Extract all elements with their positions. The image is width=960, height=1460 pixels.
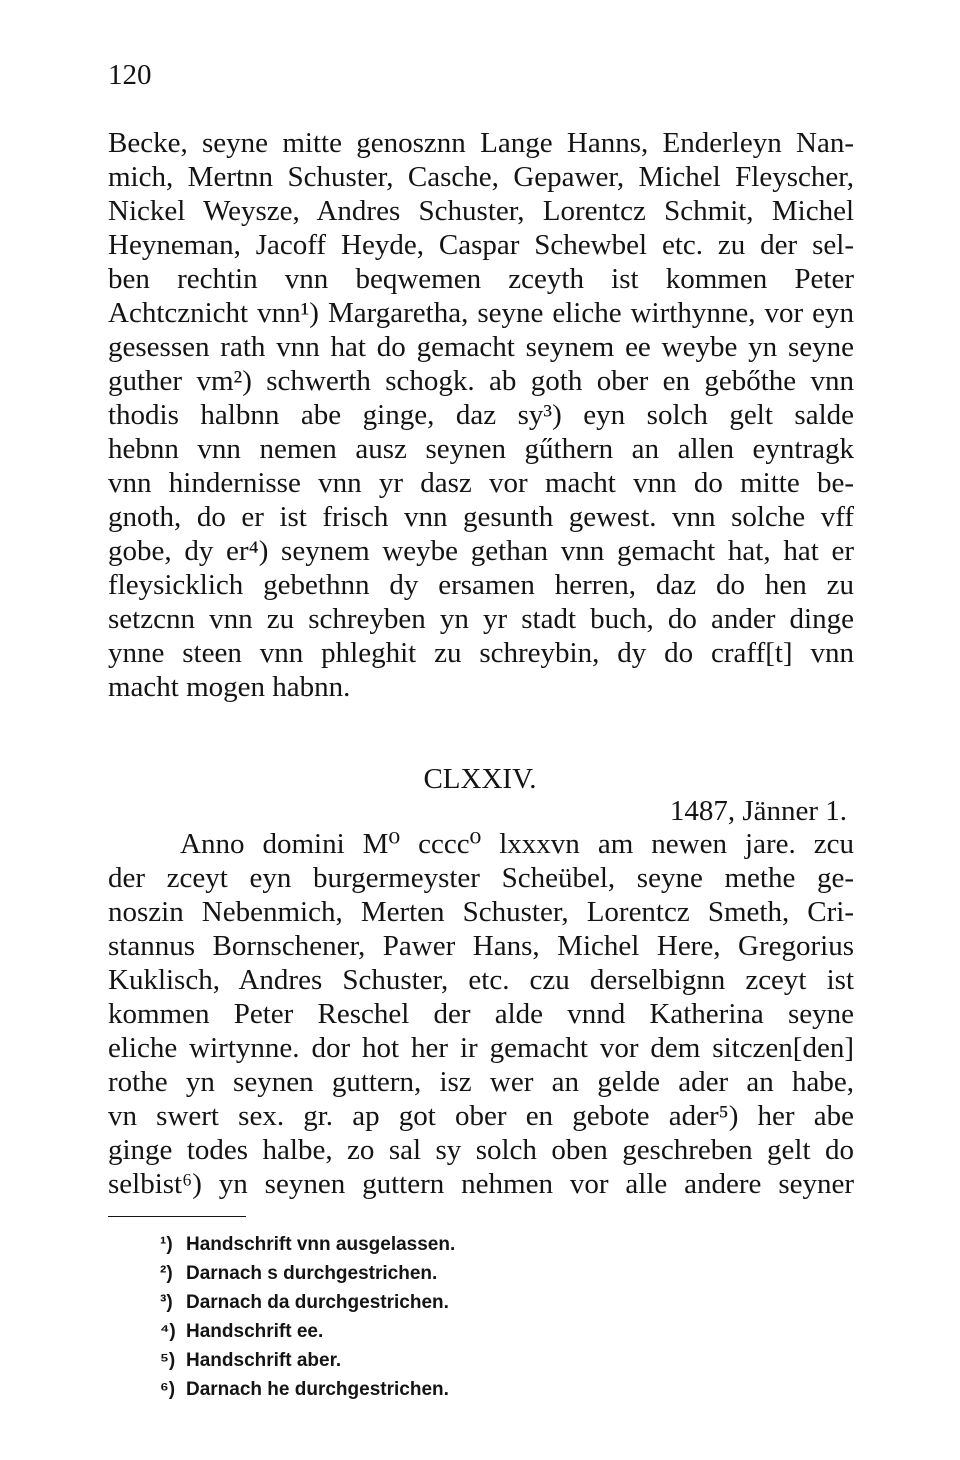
text-line: mich, Mertnn Schuster, Casche, Gepawer, Michel Fleyscher, xyxy=(108,161,854,193)
footnote xyxy=(160,1346,760,1375)
footnote xyxy=(160,1375,760,1404)
text-line: gnoth, do er ist frisch vnn gesunth gewest. vnn solche vff xyxy=(108,501,854,533)
paragraph-2 xyxy=(108,827,854,1201)
footnotes xyxy=(160,1230,760,1404)
footnote-mark: ³) xyxy=(160,1292,173,1313)
footnote xyxy=(160,1317,760,1346)
text-line: noszin Nebenmich, Merten Schuster, Lorentcz Smeth, Cri- xyxy=(108,896,854,928)
text-line: stannus Bornschener, Pawer Hans, Michel Here, Gregorius xyxy=(108,930,854,962)
text-line: gobe, dy er⁴) seynem weybe gethan vnn gemacht hat, hat er xyxy=(108,535,854,567)
text-line: thodis halbnn abe ginge, daz sy³) eyn solch gelt salde xyxy=(108,399,854,431)
text-line: ynne steen vnn phleghit zu schreybin, dy do craff[t] vnn xyxy=(108,637,854,669)
text-line: Anno domini M⁰ cccc⁰ lxxxvn am newen jare. zcu xyxy=(180,828,854,860)
footnote xyxy=(160,1230,760,1259)
text-line: vnn hindernisse vnn yr dasz vor macht vnn do mitte be- xyxy=(108,467,854,499)
footnote-text: Darnach da durchgestrichen. xyxy=(186,1292,449,1313)
footnote-text: Handschrift ee. xyxy=(186,1321,324,1342)
text-line: setzcnn vnn zu schreyben yn yr stadt buch, do ander dinge xyxy=(108,603,854,635)
footnote-mark: ¹) xyxy=(160,1234,173,1255)
text-line: Nickel Weysze, Andres Schuster, Lorentcz Schmit, Michel xyxy=(108,195,854,227)
footnote-mark: ⁴) xyxy=(160,1321,176,1342)
text-line: hebnn vnn nemen ausz seynen gűthern an allen eyntragk xyxy=(108,433,854,465)
text-line: Becke, seyne mitte genosznn Lange Hanns, Enderleyn Nan- xyxy=(108,127,854,159)
text-line: guther vm²) schwerth schogk. ab goth ober en gebőthe vnn xyxy=(108,365,854,397)
footnote xyxy=(160,1259,760,1288)
text-line: selbist⁶) yn seynen guttern nehmen vor alle andere seyner xyxy=(108,1168,854,1200)
footnote xyxy=(160,1288,760,1317)
footnote-mark: ⁶) xyxy=(160,1379,176,1400)
text-line: macht mogen habnn. xyxy=(108,671,351,703)
text-line: rothe yn seynen guttern, isz wer an gelde ader an habe, xyxy=(108,1066,854,1098)
page-number: 120 xyxy=(108,59,152,91)
text-line: eliche wirtynne. dor hot her ir gemacht vor dem sitczen[den] xyxy=(108,1032,854,1064)
text-line: der zceyt eyn burgermeyster Scheübel, seyne methe ge- xyxy=(108,862,854,894)
footnote-text: Handschrift vnn ausgelassen. xyxy=(186,1234,456,1255)
section-number: CLXXIV. xyxy=(423,763,537,795)
text-line: fleysicklich gebethnn dy ersamen herren, daz do hen zu xyxy=(108,569,854,601)
paragraph-1 xyxy=(108,126,854,704)
text-line: Kuklisch, Andres Schuster, etc. czu derselbignn zceyt ist xyxy=(108,964,854,996)
text-line: Achtcznicht vnn¹) Margaretha, seyne eliche wirthynne, vor eyn xyxy=(108,297,854,329)
text-line: gesessen rath vnn hat do gemacht seynem ee weybe yn seyne xyxy=(108,331,854,363)
text-line: ginge todes halbe, zo sal sy solch oben geschreben gelt do xyxy=(108,1134,854,1166)
footnote-text: Darnach s durchgestrichen. xyxy=(186,1263,438,1284)
text-line: kommen Peter Reschel der alde vnnd Katherina seyne xyxy=(108,998,854,1030)
footnote-divider xyxy=(108,1216,246,1217)
text-line: vn swert sex. gr. ap got ober en gebote ader⁵) her abe xyxy=(108,1100,854,1132)
section-date: 1487, Jänner 1. xyxy=(669,795,847,827)
text-line: Heyneman, Jacoff Heyde, Caspar Schewbel etc. zu der sel- xyxy=(108,229,854,261)
footnote-text: Handschrift aber. xyxy=(186,1350,342,1371)
text-line: ben rechtin vnn beqwemen zceyth ist kommen Peter xyxy=(108,263,854,295)
footnote-mark: ⁵) xyxy=(160,1350,176,1371)
footnote-mark: ²) xyxy=(160,1263,173,1284)
footnote-text: Darnach he durchgestrichen. xyxy=(186,1379,449,1400)
